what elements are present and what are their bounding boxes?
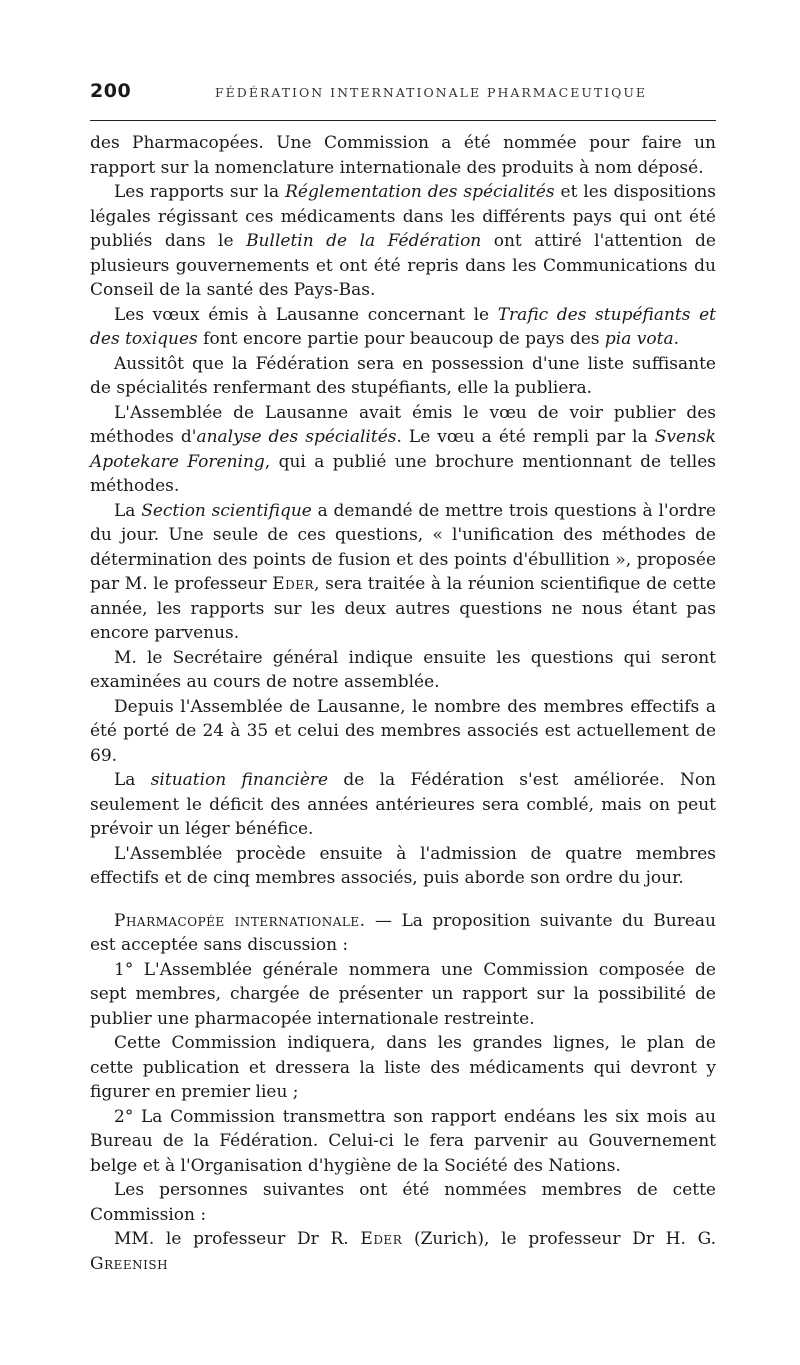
paragraph: Les rapports sur la Réglementation des spécialités et les dispositions légales régissant ces médicaments dans les différents pays qui ont été publiés dans le Bulletin de la Fédération ont attiré l'attention de plusieurs gouvernements et ont été repris dans les Communications du Conseil de la santé des Pays-Bas. <box>90 182 716 300</box>
section-heading: Pharmacopée internationale. <box>114 910 366 931</box>
paragraph: Depuis l'Assemblée de Lausanne, le nombre des membres effectifs a été porté de 24 à 35 et celui des membres associés est actuellement de 69. <box>90 696 716 766</box>
paragraph: L'Assemblée de Lausanne avait émis le vœu de voir publier des méthodes d'analyse des spécialités. Le vœu a été rempli par la Svensk Apotekare Forening, qui a publié une brochure mentionnant de telles méthodes. <box>90 402 716 496</box>
page-number: 200 <box>90 80 132 102</box>
paragraph: Cette Commission indiquera, dans les grandes lignes, le plan de cette publication et dressera la liste des médicaments qui devront y figurer en premier lieu ; <box>90 1033 716 1102</box>
body-text <box>90 131 716 1276</box>
header-rule <box>90 120 716 121</box>
paragraph: Les vœux émis à Lausanne concernant le Trafic des stupéfiants et des toxiques font encore partie pour beaucoup de pays des pia vota. <box>90 304 716 349</box>
paragraph: 2° La Commission transmettra son rapport endéans les six mois au Bureau de la Fédération. Celui-ci le fera parvenir au Gouvernement belge et à l'Organisation d'hygiène de la Société des Nations. <box>90 1106 716 1176</box>
section-paragraph: Pharmacopée internationale. — La proposition suivante du Bureau est acceptée sans discussion : <box>90 910 716 955</box>
running-head: FÉDÉRATION INTERNATIONALE PHARMACEUTIQUE <box>215 85 648 100</box>
paragraph: Aussitôt que la Fédération sera en possession d'une liste suffisante de spécialités renfermant des stupéfiants, elle la publiera. <box>90 353 716 398</box>
paragraph: Les personnes suivantes ont été nommées membres de cette Commission : <box>90 1180 716 1225</box>
page-header <box>90 80 716 114</box>
paragraph: La Section scientifique a demandé de mettre trois questions à l'ordre du jour. Une seule de ces questions, « l'unification des méthodes de détermination des points de fusion et des points d'ébullition », proposée par M. le professeur Eder, sera traitée à la réunion scientifique de cette année, les rapports sur les deux autres questions ne nous étant pas encore parvenus. <box>90 500 716 643</box>
paragraph: L'Assemblée procède ensuite à l'admission de quatre membres effectifs et de cinq membres associés, puis aborde son ordre du jour. <box>90 843 716 888</box>
paragraph: 1° L'Assemblée générale nommera une Commission composée de sept membres, chargée de présenter un rapport sur la possibilité de publier une pharmacopée internationale restreinte. <box>90 959 716 1029</box>
paragraph: des Pharmacopées. Une Commission a été nommée pour faire un rapport sur la nomenclature internationale des produits à nom déposé. <box>90 133 716 178</box>
section-gap <box>90 891 716 909</box>
document-page <box>90 80 716 1276</box>
paragraph: La situation financière de la Fédération s'est améliorée. Non seulement le déficit des années antérieures sera comblé, mais on peut prévoir un léger bénéfice. <box>90 770 717 839</box>
paragraph: M. le Secrétaire général indique ensuite les questions qui seront examinées au cours de notre assemblée. <box>90 647 716 692</box>
paragraph: MM. le professeur Dr R. Eder (Zurich), le professeur Dr H. G. Greenish <box>90 1229 716 1274</box>
